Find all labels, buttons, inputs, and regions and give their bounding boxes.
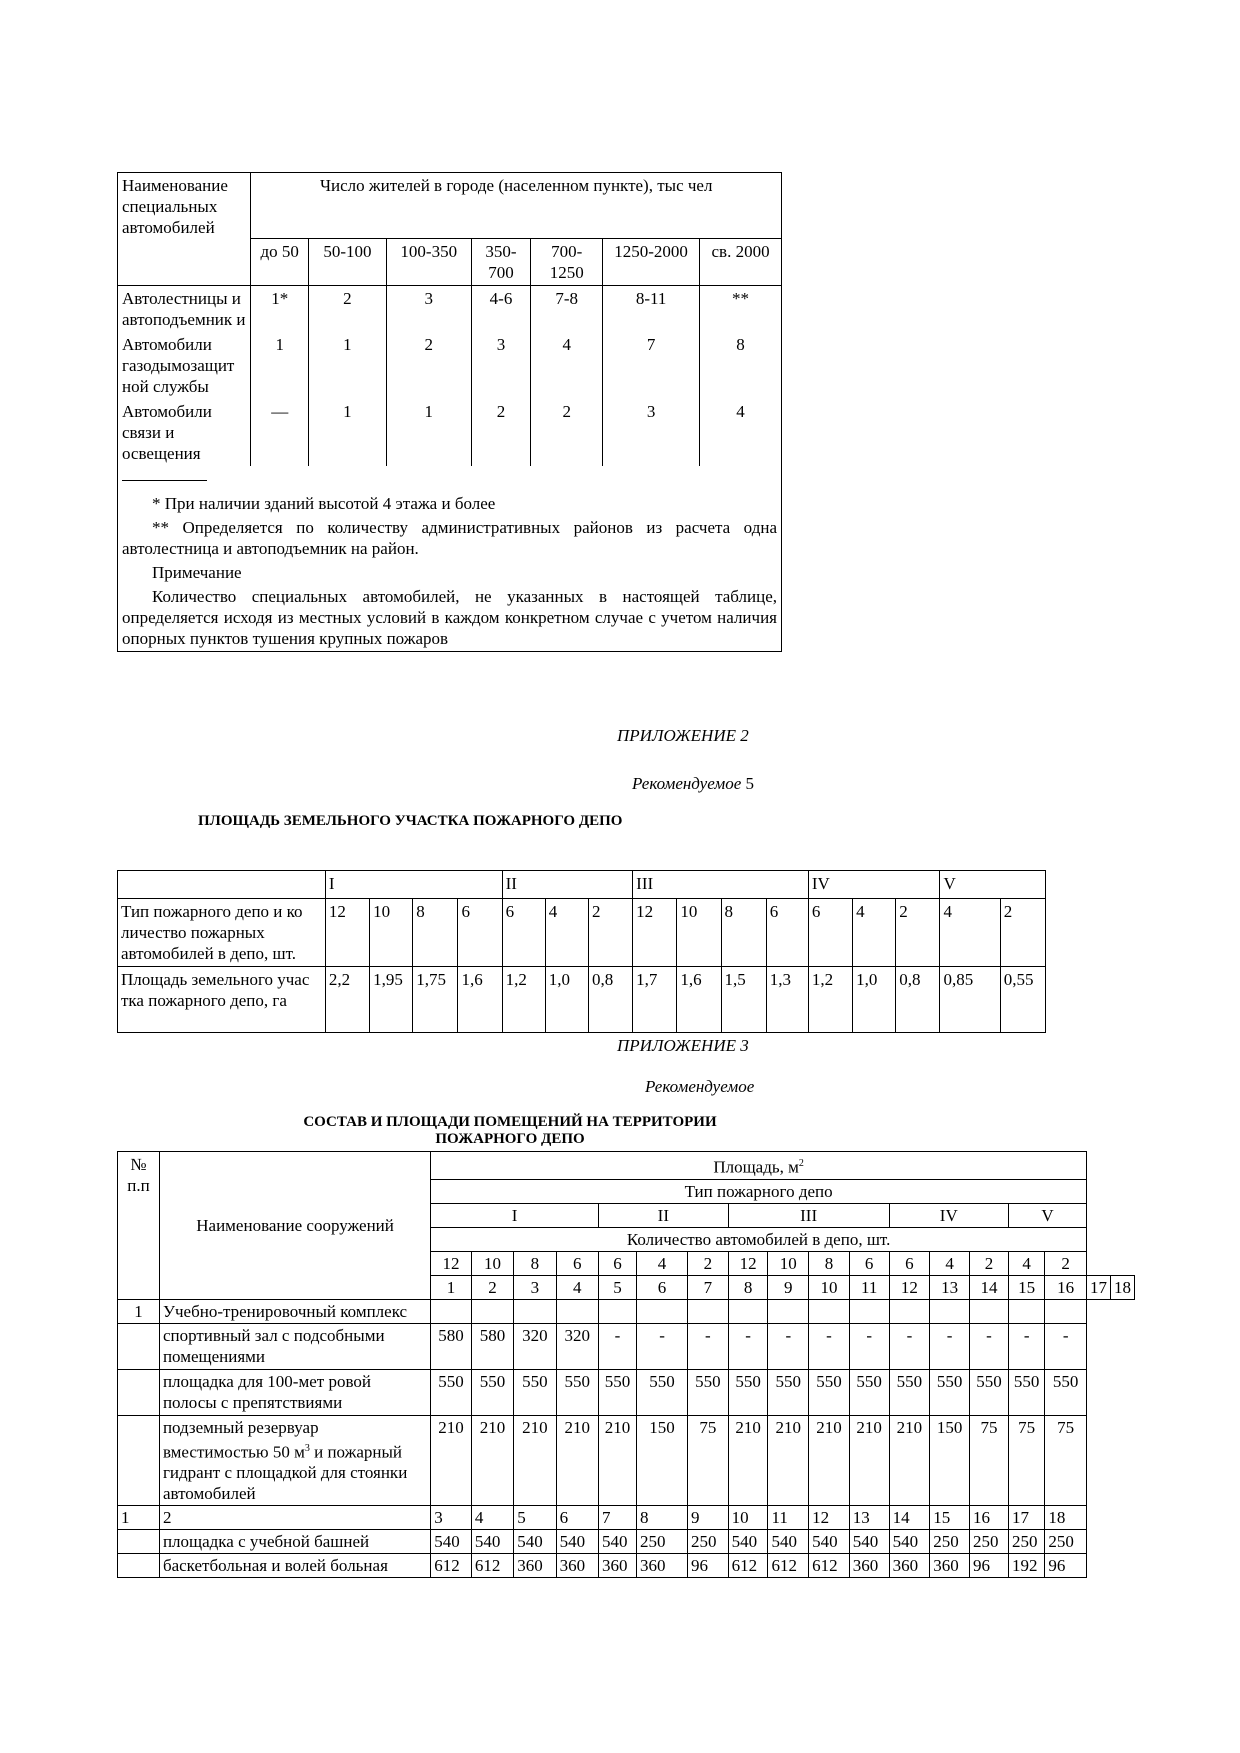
cell: 320 xyxy=(514,1323,556,1369)
cell: 4 xyxy=(531,332,603,399)
cell: 1,95 xyxy=(370,967,413,1033)
cell: 0,8 xyxy=(896,967,940,1033)
count-cell: 2 xyxy=(970,1251,1009,1275)
colnum-cell: 13 xyxy=(849,1506,889,1530)
area-header-sup: 2 xyxy=(798,1158,804,1169)
table-row xyxy=(118,399,782,466)
cell: - xyxy=(930,1323,970,1369)
colnum-cell: 12 xyxy=(809,1506,850,1530)
note-text: Количество специальных автомобилей, не указанных в настоящей таблице, определяется исходя из местных условий в каждом конкретном случае с учетом наличия опорных пунктов тушения крупных пожаров xyxy=(122,587,777,648)
cell: 0,85 xyxy=(940,967,1000,1033)
type-group: IV xyxy=(889,1203,1008,1227)
row-name: Автомобили связи и освещения xyxy=(118,399,251,466)
cell: 2 xyxy=(309,286,387,333)
row-label: Тип пожарного депо и ко личество пожарных автомобилей в депо, шт. xyxy=(118,899,326,967)
cell: 540 xyxy=(598,1530,636,1554)
title-line-2: ПОЖАРНОГО ДЕПО xyxy=(435,1131,585,1147)
table-row xyxy=(118,286,782,333)
column-header: до 50 xyxy=(251,239,309,286)
cell: 540 xyxy=(556,1530,598,1554)
count-cell: 4 xyxy=(1008,1251,1044,1275)
population-header: Число жителей в городе (населенном пункте), тыс чел xyxy=(251,173,782,239)
table-row xyxy=(118,1323,1135,1369)
cell: 4 xyxy=(545,899,588,967)
cell: 8 xyxy=(700,332,782,399)
table-row xyxy=(118,967,1046,1033)
cell: 8 xyxy=(413,899,458,967)
footnote-1: * При наличии зданий высотой 4 этажа и более xyxy=(152,494,496,513)
cell: 8 xyxy=(721,899,766,967)
cell: 250 xyxy=(1045,1530,1087,1554)
type-group: I xyxy=(431,1203,599,1227)
cell: 2 xyxy=(531,399,603,466)
note-title: Примечание xyxy=(152,563,242,582)
cell: 3 xyxy=(603,399,700,466)
empty-corner xyxy=(118,871,326,899)
cell: 10 xyxy=(677,899,721,967)
cell: 4 xyxy=(853,899,896,967)
cell: 150 xyxy=(637,1415,688,1506)
colnum-cell: 15 xyxy=(1008,1275,1044,1299)
count-cell: 6 xyxy=(598,1251,636,1275)
colnum-cell: 7 xyxy=(688,1275,729,1299)
cell: 612 xyxy=(768,1554,809,1578)
cell: 3 xyxy=(386,286,471,333)
table-row xyxy=(118,1369,1135,1415)
row-name: Автолестницы и автоподъемник и xyxy=(118,286,251,333)
cell: 1,0 xyxy=(545,967,588,1033)
colnum-cell: 1 xyxy=(118,1506,160,1530)
cell: 550 xyxy=(688,1369,729,1415)
colnum-cell: 16 xyxy=(970,1506,1009,1530)
type-header: IV xyxy=(808,871,940,899)
cell: 1 xyxy=(309,399,387,466)
table-row xyxy=(118,1530,1135,1554)
cell: 6 xyxy=(458,899,502,967)
cell: 550 xyxy=(1045,1369,1087,1415)
cell: 612 xyxy=(431,1554,472,1578)
count-header: Количество автомобилей в депо, шт. xyxy=(431,1227,1087,1251)
number-header: № п.п xyxy=(118,1152,160,1300)
section-name: Учебно-тренировочный комплекс xyxy=(159,1299,430,1323)
colnum-cell: 8 xyxy=(637,1506,688,1530)
cell: 192 xyxy=(1008,1554,1044,1578)
cell: 540 xyxy=(514,1530,556,1554)
cell: 2 xyxy=(471,399,531,466)
cell: 2 xyxy=(896,899,940,967)
cell: 210 xyxy=(471,1415,513,1506)
column-header: 50-100 xyxy=(309,239,387,286)
cell: 540 xyxy=(728,1530,768,1554)
cell: 580 xyxy=(471,1323,513,1369)
colnum-cell: 3 xyxy=(431,1506,472,1530)
colnum-cell: 5 xyxy=(514,1506,556,1530)
count-cell: 12 xyxy=(431,1251,472,1275)
colnum-cell: 11 xyxy=(768,1506,809,1530)
cell: 1,6 xyxy=(677,967,721,1033)
cell: 250 xyxy=(1008,1530,1044,1554)
cell: 250 xyxy=(930,1530,970,1554)
cell: 210 xyxy=(556,1415,598,1506)
cell: 2 xyxy=(588,899,632,967)
cell: 360 xyxy=(930,1554,970,1578)
type-header: I xyxy=(325,871,502,899)
type-header: II xyxy=(502,871,633,899)
cell: 1* xyxy=(251,286,309,333)
cell: 75 xyxy=(970,1415,1009,1506)
row-label: Площадь земельного учас тка пожарного депо, га xyxy=(118,967,326,1033)
premises-table xyxy=(117,1151,1135,1578)
cell: 360 xyxy=(889,1554,930,1578)
table-row xyxy=(118,332,782,399)
cell: 210 xyxy=(598,1415,636,1506)
colnum-cell: 13 xyxy=(930,1275,970,1299)
column-header: 700-1250 xyxy=(531,239,603,286)
colnum-cell: 18 xyxy=(1045,1506,1087,1530)
type-header: V xyxy=(940,871,1046,899)
cell: 210 xyxy=(849,1415,889,1506)
area-header xyxy=(431,1152,1087,1180)
count-cell: 6 xyxy=(556,1251,598,1275)
table-row xyxy=(118,1554,1135,1578)
count-cell: 6 xyxy=(889,1251,930,1275)
colnum-cell: 10 xyxy=(809,1275,850,1299)
cell: 75 xyxy=(1008,1415,1044,1506)
column-number-row xyxy=(118,1506,1135,1530)
cell: 360 xyxy=(598,1554,636,1578)
column-header: 350-700 xyxy=(471,239,531,286)
cell: 2 xyxy=(1000,899,1045,967)
colnum-cell: 15 xyxy=(930,1506,970,1530)
colnum-cell: 12 xyxy=(889,1275,930,1299)
cell: 6 xyxy=(808,899,852,967)
appendix-3-title xyxy=(250,1114,770,1148)
appendix-2-label: ПРИЛОЖЕНИЕ 2 xyxy=(617,726,749,745)
cell: 550 xyxy=(849,1369,889,1415)
colnum-cell: 18 xyxy=(1111,1275,1135,1299)
vehicle-name-header: Наименование специальных автомобилей xyxy=(118,173,251,286)
cell: 550 xyxy=(598,1369,636,1415)
type-group: V xyxy=(1008,1203,1086,1227)
count-cell: 2 xyxy=(1045,1251,1087,1275)
cell: 540 xyxy=(431,1530,472,1554)
cell: 150 xyxy=(930,1415,970,1506)
count-cell: 10 xyxy=(768,1251,809,1275)
cell: 612 xyxy=(471,1554,513,1578)
cell: 210 xyxy=(514,1415,556,1506)
colnum-cell: 6 xyxy=(637,1275,688,1299)
cell: 540 xyxy=(471,1530,513,1554)
cell: 550 xyxy=(889,1369,930,1415)
colnum-cell: 11 xyxy=(849,1275,889,1299)
facility-name xyxy=(159,1415,430,1506)
colnum-cell: 4 xyxy=(556,1275,598,1299)
cell: ** xyxy=(700,286,782,333)
cell: 550 xyxy=(970,1369,1009,1415)
column-header: 1250-2000 xyxy=(603,239,700,286)
type-header: III xyxy=(633,871,809,899)
facility-name: баскетбольная и волей больная xyxy=(159,1554,430,1578)
recommended-label: Рекомендуемое xyxy=(632,774,742,793)
cell: 550 xyxy=(431,1369,472,1415)
cell: 550 xyxy=(556,1369,598,1415)
cell: 12 xyxy=(633,899,677,967)
cell: 540 xyxy=(809,1530,850,1554)
cell: 210 xyxy=(431,1415,472,1506)
colnum-cell: 16 xyxy=(1045,1275,1087,1299)
type-group: II xyxy=(598,1203,728,1227)
count-cell: 12 xyxy=(728,1251,768,1275)
cell: 1,6 xyxy=(458,967,502,1033)
colnum-cell: 9 xyxy=(768,1275,809,1299)
cell: 10 xyxy=(370,899,413,967)
cell: 1 xyxy=(309,332,387,399)
count-cell: 10 xyxy=(471,1251,513,1275)
colnum-cell: 14 xyxy=(970,1275,1009,1299)
row-name: Автомобили газодымозащит ной службы xyxy=(118,332,251,399)
cell: 75 xyxy=(1045,1415,1087,1506)
cell: 250 xyxy=(637,1530,688,1554)
cell: - xyxy=(637,1323,688,1369)
cell: 6 xyxy=(766,899,808,967)
cell: 612 xyxy=(728,1554,768,1578)
cell: 550 xyxy=(728,1369,768,1415)
cell: 1 xyxy=(386,399,471,466)
recommended-line xyxy=(632,774,754,794)
cell: 3 xyxy=(471,332,531,399)
cell: 1,2 xyxy=(808,967,852,1033)
cell: 96 xyxy=(688,1554,729,1578)
cell: - xyxy=(1008,1323,1044,1369)
table-row xyxy=(118,1415,1135,1506)
cell: 1,2 xyxy=(502,967,545,1033)
cell: 550 xyxy=(768,1369,809,1415)
footnote-2: ** Определяется по количеству административных районов из расчета одна автолестница и автоподъемник на район. xyxy=(122,518,777,558)
cell: 1,75 xyxy=(413,967,458,1033)
cell: - xyxy=(688,1323,729,1369)
colnum-cell: 2 xyxy=(159,1506,430,1530)
cell: 320 xyxy=(556,1323,598,1369)
cell: - xyxy=(598,1323,636,1369)
cell: - xyxy=(970,1323,1009,1369)
facility-name-post: и пожарный гидрант с площадкой для стоянки автомобилей xyxy=(162,1442,408,1504)
cell: 250 xyxy=(970,1530,1009,1554)
cell: 540 xyxy=(768,1530,809,1554)
cell: 7-8 xyxy=(531,286,603,333)
count-cell: 2 xyxy=(688,1251,729,1275)
facility-name: площадка для 100-мет ровой полосы с препятствиями xyxy=(159,1369,430,1415)
cell: 360 xyxy=(514,1554,556,1578)
cell: 2,2 xyxy=(325,967,369,1033)
type-header: Тип пожарного депо xyxy=(431,1179,1087,1203)
colnum-cell: 1 xyxy=(431,1275,472,1299)
recommended-label: Рекомендуемое xyxy=(645,1077,755,1096)
column-header: 100-350 xyxy=(386,239,471,286)
count-cell: 8 xyxy=(514,1251,556,1275)
colnum-cell: 10 xyxy=(728,1506,768,1530)
colnum-cell: 4 xyxy=(471,1506,513,1530)
cell: 250 xyxy=(688,1530,729,1554)
type-group: III xyxy=(728,1203,889,1227)
cell: 1,7 xyxy=(633,967,677,1033)
title-line-1: СОСТАВ И ПЛОЩАДИ ПОМЕЩЕНИЙ НА ТЕРРИТОРИИ xyxy=(303,1114,717,1130)
cell: 580 xyxy=(431,1323,472,1369)
cell: 7 xyxy=(603,332,700,399)
table-notes xyxy=(118,466,782,652)
recommended-number: 5 xyxy=(745,774,754,793)
facility-name-pre: подземный резервуар вместимостью 50 м xyxy=(162,1417,319,1462)
facility-name: площадка с учебной башней xyxy=(159,1530,430,1554)
cell: 8-11 xyxy=(603,286,700,333)
table-row xyxy=(118,899,1046,967)
colnum-cell: 7 xyxy=(598,1506,636,1530)
section-row xyxy=(118,1299,1135,1323)
colnum-cell: 2 xyxy=(471,1275,513,1299)
colnum-cell: 3 xyxy=(514,1275,556,1299)
name-header: Наименование сооружений xyxy=(159,1152,430,1300)
count-cell: 4 xyxy=(930,1251,970,1275)
area-header-text: Площадь, м xyxy=(713,1157,799,1177)
cell: 210 xyxy=(768,1415,809,1506)
cell: - xyxy=(889,1323,930,1369)
section-number: 1 xyxy=(118,1299,160,1323)
cell: - xyxy=(728,1323,768,1369)
cell: - xyxy=(768,1323,809,1369)
cell: 12 xyxy=(325,899,369,967)
colnum-cell: 17 xyxy=(1008,1506,1044,1530)
cell: 1 xyxy=(251,332,309,399)
column-header: св. 2000 xyxy=(700,239,782,286)
cell: 210 xyxy=(728,1415,768,1506)
cell: 1,5 xyxy=(721,967,766,1033)
cell: 6 xyxy=(502,899,545,967)
cell: - xyxy=(849,1323,889,1369)
cell: 4 xyxy=(940,899,1000,967)
cell: 210 xyxy=(809,1415,850,1506)
appendix-3-label: ПРИЛОЖЕНИЕ 3 xyxy=(617,1036,749,1055)
cell: 4-6 xyxy=(471,286,531,333)
cell: 1,3 xyxy=(766,967,808,1033)
cell: 612 xyxy=(809,1554,850,1578)
cell: 550 xyxy=(637,1369,688,1415)
vehicles-table xyxy=(117,172,782,652)
cell: 550 xyxy=(930,1369,970,1415)
facility-name-sup: 3 xyxy=(304,1442,310,1454)
cell: 550 xyxy=(514,1369,556,1415)
colnum-cell: 17 xyxy=(1087,1275,1111,1299)
cell: 96 xyxy=(970,1554,1009,1578)
cell: 360 xyxy=(556,1554,598,1578)
cell: 550 xyxy=(471,1369,513,1415)
appendix-2-title: ПЛОЩАДЬ ЗЕМЕЛЬНОГО УЧАСТКА ПОЖАРНОГО ДЕПО xyxy=(198,813,623,829)
cell: 360 xyxy=(849,1554,889,1578)
cell: 0,55 xyxy=(1000,967,1045,1033)
colnum-cell: 6 xyxy=(556,1506,598,1530)
cell: 0,8 xyxy=(588,967,632,1033)
cell: 210 xyxy=(889,1415,930,1506)
cell: — xyxy=(251,399,309,466)
count-cell: 8 xyxy=(809,1251,850,1275)
colnum-cell: 8 xyxy=(728,1275,768,1299)
land-area-table xyxy=(117,870,1046,1033)
facility-name: спортивный зал с подсобными помещениями xyxy=(159,1323,430,1369)
count-cell: 6 xyxy=(849,1251,889,1275)
cell: 96 xyxy=(1045,1554,1087,1578)
cell: 550 xyxy=(809,1369,850,1415)
colnum-cell: 14 xyxy=(889,1506,930,1530)
cell: 360 xyxy=(637,1554,688,1578)
cell: 75 xyxy=(688,1415,729,1506)
cell: - xyxy=(1045,1323,1087,1369)
colnum-cell: 9 xyxy=(688,1506,729,1530)
cell: 2 xyxy=(386,332,471,399)
footnote-divider xyxy=(122,480,207,482)
cell: 540 xyxy=(849,1530,889,1554)
count-cell: 4 xyxy=(637,1251,688,1275)
cell: 550 xyxy=(1008,1369,1044,1415)
colnum-cell: 5 xyxy=(598,1275,636,1299)
cell: 4 xyxy=(700,399,782,466)
cell: 540 xyxy=(889,1530,930,1554)
cell: 1,0 xyxy=(853,967,896,1033)
cell: - xyxy=(809,1323,850,1369)
